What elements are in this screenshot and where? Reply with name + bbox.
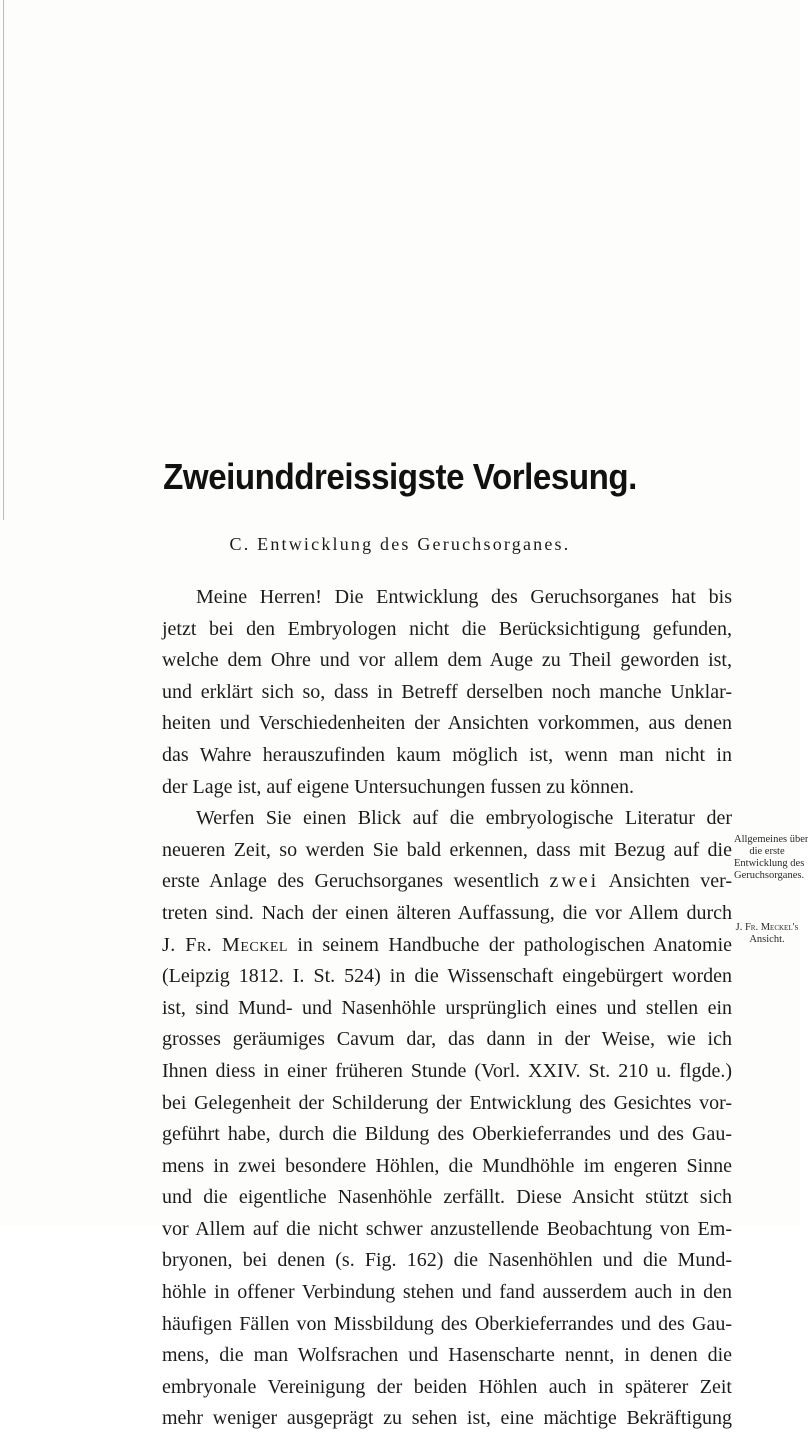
text-line: mehr weniger ausgeprägt zu sehen ist, eine mächtige Bekräftigung <box>162 1407 732 1430</box>
text-line: der Lage ist, auf eigene Untersuchungen fussen zu können. <box>162 775 635 798</box>
text-line: und die eigentliche Nasenhöhle zerfällt. Diese Ansicht stützt sich <box>162 1186 732 1209</box>
text-line <box>162 930 732 962</box>
text-segment: in seinem Handbuche der pathologischen Anatomie <box>297 933 733 956</box>
text-line: Meine Herren! Die Entwicklung des Geruchsorganes hat bis <box>196 586 732 608</box>
text-line: welche dem Ohre und vor allem dem Auge zu Theil geworden ist, <box>162 649 732 672</box>
text-line: grosses geräumiges Cavum dar, das dann in der Weise, wie ich <box>162 1028 732 1051</box>
text-line: treten sind. Nach der einen älteren Auffassung, die vor Allem durch <box>162 901 732 924</box>
author-name: Fr. Meckel <box>185 933 288 956</box>
text-line: mens, die man Wolfsrachen und Hasenscharte nennt, in denen die <box>162 1344 732 1367</box>
text-line: jetzt bei den Embryologen nicht die Berücksichtigung gefunden, <box>162 617 732 640</box>
margin-note-line: Entwicklung des <box>734 858 805 869</box>
text-line: häufigen Fällen von Missbildung des Oberkieferrandes und des Gau- <box>162 1312 732 1335</box>
text-line: (Leipzig 1812. I. St. 524) in die Wissenschaft eingebürgert worden <box>162 965 732 988</box>
lecture-title: Zweiunddreissigste Vorlesung. <box>163 456 637 497</box>
text-line: und erklärt sich so, dass in Betreff derselben noch manche Unklar- <box>162 680 732 703</box>
text-line: Werfen Sie einen Blick auf die embryologische Literatur der <box>196 807 732 830</box>
margin-note-line: Ansicht. <box>749 934 785 945</box>
text-line: heiten und Verschiedenheiten der Ansichten vorkommen, aus denen <box>162 712 732 735</box>
body-text <box>162 582 732 1435</box>
margin-note-line: die erste <box>749 846 785 857</box>
section-subtitle: C. Entwicklung des Geruchsorganes. <box>229 534 571 554</box>
text-line: vor Allem auf die nicht schwer anzustellende Beobachtung von Em- <box>162 1217 732 1240</box>
text-line: höhle in offener Verbindung stehen und fand ausserdem auch in den <box>162 1281 732 1304</box>
text-line: geführt habe, durch die Bildung des Oberkieferrandes und des Gau- <box>162 1123 732 1146</box>
text-line: neueren Zeit, so werden Sie bald erkennen, dass mit Bezug auf die <box>162 838 732 861</box>
text-line <box>162 866 732 898</box>
margin-note-meckel <box>734 922 800 946</box>
margin-note-line: J. Fr. Meckel's <box>735 922 799 933</box>
text-line: mens in zwei besondere Höhlen, die Mundhöhle im engeren Sinne <box>162 1154 732 1177</box>
text-segment: erste Anlage des Geruchsorganes wesentlich <box>162 870 539 893</box>
text-segment: Ansichten ver- <box>608 870 733 893</box>
text-line: ist, sind Mund- und Nasenhöhle ursprünglich eines und stellen ein <box>162 996 732 1019</box>
text-line: Ihnen diess in einer früheren Stunde (Vorl. XXIV. St. 210 u. flgde.) <box>162 1059 732 1082</box>
margin-note-line: Geruchsorganes. <box>734 870 805 881</box>
text-line: bryonen, bei denen (s. Fig. 162) die Nasenhöhlen und die Mund- <box>162 1249 732 1272</box>
margin-note-line: Allgemeines über <box>734 834 808 845</box>
page-edge-divider <box>3 0 4 520</box>
margin-note-general <box>734 834 808 882</box>
author-initial: J. <box>162 933 176 956</box>
text-line: bei Gelegenheit der Schilderung der Entwicklung des Gesichtes vor- <box>162 1091 732 1114</box>
emphasized-word: zwei <box>549 870 600 893</box>
text-line: das Wahre herauszufinden kaum möglich ist, wenn man nicht in <box>162 743 732 766</box>
text-line: embryonale Vereinigung der beiden Höhlen auch in späterer Zeit <box>162 1375 732 1398</box>
